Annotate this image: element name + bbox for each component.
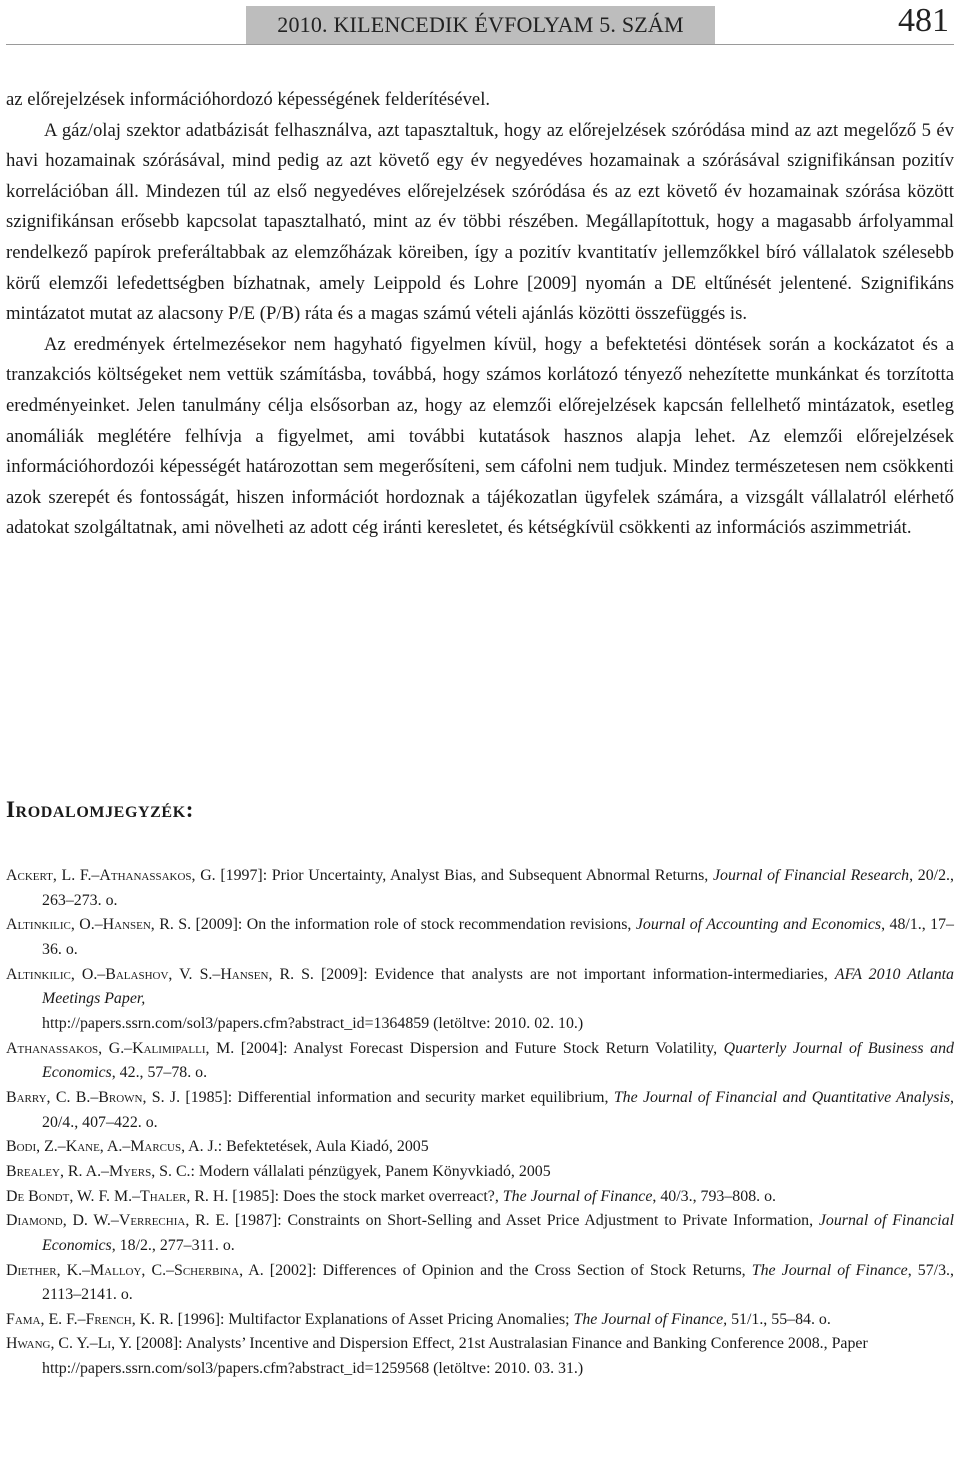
references-heading: Irodalomjegyzék: bbox=[6, 797, 194, 822]
reference-source: Journal of Financial Economics bbox=[42, 1212, 954, 1254]
reference-pages: , 20/2., 263–273. o. bbox=[42, 867, 954, 909]
reference-details: : Befektetések, Aula Kiadó, 2005 bbox=[217, 1138, 429, 1156]
reference-item bbox=[6, 1135, 954, 1160]
reference-details: [1996]: Multifactor Explanations of Asset Pricing Anomalies; bbox=[173, 1310, 574, 1328]
body-text bbox=[6, 85, 954, 544]
reference-item bbox=[6, 1160, 954, 1185]
reference-authors: Athanassakos, G.–Kalimipalli, M. bbox=[6, 1039, 235, 1057]
reference-pages: , 40/3., 793–808. o. bbox=[652, 1187, 777, 1205]
reference-authors: De Bondt, W. F. M.–Thaler, R. H. bbox=[6, 1187, 229, 1205]
reference-item bbox=[6, 1185, 954, 1210]
paragraph: az előrejelzések információhordozó képességének felderítésével. bbox=[6, 89, 491, 110]
reference-authors: Bodi, Z.–Kane, A.–Marcus, A. J. bbox=[6, 1138, 218, 1156]
reference-authors: Altinkilic, O.–Hansen, R. S. bbox=[6, 916, 192, 934]
reference-details: [1985]: Differential information and security market equilibrium, bbox=[180, 1088, 614, 1106]
reference-source: The Journal of Finance bbox=[751, 1261, 908, 1279]
reference-source: AFA 2010 Atlanta Meetings Paper, bbox=[42, 965, 955, 1008]
reference-authors: Ackert, L. F.–Athanassakos, G. bbox=[6, 867, 216, 884]
reference-item bbox=[6, 1086, 954, 1135]
reference-url[interactable]: http://papers.ssrn.com/sol3/papers.cfm?abstract_id=1259568 (letöltve: 2010. 03. 31.) bbox=[42, 1360, 584, 1378]
reference-authors: Hwang, C. Y.–Li, Y. bbox=[6, 1335, 132, 1353]
header-divider bbox=[6, 44, 954, 45]
reference-details: [2008]: Analysts’ Incentive and Dispersion Effect, 21st Australasian Finance and Banking Conference 2008., Paper bbox=[131, 1335, 868, 1353]
reference-details: [2004]: Analyst Forecast Dispersion and Future Stock Return Volatility, bbox=[234, 1039, 724, 1057]
reference-details: [1997]: Prior Uncertainty, Analyst Bias, and Subsequent Abnormal Returns, bbox=[215, 867, 713, 884]
reference-pages: , 48/1., 17–36. o. bbox=[42, 916, 955, 958]
reference-list bbox=[6, 864, 954, 1382]
reference-pages: 51/1., 55–84. o. bbox=[727, 1310, 831, 1328]
journal-issue: 2010. KILENCEDIK ÉVFOLYAM 5. SZÁM bbox=[277, 12, 684, 37]
reference-pages: , 20/4., 407–422. o. bbox=[42, 1088, 955, 1131]
reference-source: The Journal of Finance, bbox=[573, 1310, 728, 1328]
reference-url[interactable]: http://papers.ssrn.com/sol3/papers.cfm?abstract_id=1364859 (letöltve: 2010. 02. 10.) bbox=[42, 1014, 584, 1032]
running-header bbox=[246, 6, 715, 44]
reference-authors: Diether, K.–Malloy, C.–Scherbina, A. bbox=[6, 1261, 264, 1279]
reference-details: [1987]: Constraints on Short-Selling and Asset Price Adjustment to Private Information, bbox=[229, 1212, 819, 1230]
reference-source: The Journal of Financial and Quantitative Analysis bbox=[613, 1088, 951, 1106]
reference-item bbox=[6, 963, 954, 1037]
reference-details: [1985]: Does the stock market overreact?, bbox=[228, 1187, 503, 1205]
reference-item bbox=[6, 1308, 954, 1333]
reference-details: : Modern vállalati pénzügyek, Panem Könyvkiadó, 2005 bbox=[190, 1162, 551, 1180]
reference-pages: , 42., 57–78. o. bbox=[111, 1064, 208, 1082]
reference-source: Journal of Accounting and Economics bbox=[635, 916, 882, 934]
reference-authors: Fama, E. F.–French, K. R. bbox=[6, 1310, 174, 1328]
reference-item bbox=[6, 913, 954, 962]
reference-pages: , 18/2., 277–311. o. bbox=[111, 1236, 235, 1254]
reference-item bbox=[6, 864, 954, 913]
reference-source: Quarterly Journal of Business and Economics bbox=[42, 1039, 954, 1082]
reference-source: The Journal of Finance bbox=[502, 1187, 653, 1205]
reference-authors: Brealey, R. A.–Myers, S. C. bbox=[6, 1162, 191, 1180]
reference-details: [2009]: On the information role of stock recommendation revisions, bbox=[191, 916, 636, 934]
reference-authors: Barry, C. B.–Brown, S. J. bbox=[6, 1088, 181, 1106]
reference-item bbox=[6, 1259, 954, 1308]
reference-source: Journal of Financial Research bbox=[712, 867, 910, 884]
reference-item bbox=[6, 1037, 954, 1086]
reference-authors: Diamond, D. W.–Verrechia, R. E. bbox=[6, 1212, 230, 1230]
reference-details: [2009]: Evidence that analysts are not important information-intermediaries, bbox=[313, 965, 835, 983]
reference-item bbox=[6, 1332, 954, 1381]
reference-authors: Altinkilic, O.–Balashov, V. S.–Hansen, R. S. bbox=[6, 965, 314, 983]
paragraph: Az eredmények értelmezésekor nem hagyható figyelmen kívül, hogy a befektetési döntések során a kockázatot és a tranzakciós költségeket nem vettük számításba, továbbá, hogy számos korlátozó tényező nehezítette munkánkat és torzította eredményeinket. Jelen tanulmány célja elsősorban az, hogy az elemzői előrejelzések kapcsán fellelhető mintázatok, esetleg anomáliák meglétére felhívja a figyelmet, ami további kutatások hasznos alapja lehet. Az elemzői előrejelzések információhordozói képességét határozottan sem megerősíteni, sem cáfolni nem tudjuk. Mindez természetesen nem csökkenti azok szerepét és fontosságát, hiszen információt hordoznak a tájékozatlan ügyfelek számára, a vizsgált vállalatról elérhető adatokat szolgáltatnak, ami növelheti az adott cég iránti keresletet, és kétségkívül csökkenti az információs aszimmetriát. bbox=[6, 333, 954, 539]
page-number: 481 bbox=[898, 2, 949, 39]
paragraph: A gáz/olaj szektor adatbázisát felhasználva, azt tapasztaltuk, hogy az előrejelzések szóródása mind az azt megelőző 5 év havi hozamainak szórásával, mind pedig az azt követő egy év negyedéves hozamainak a szórásával szignifikánsan pozitív korrelációban áll. Mindezen túl az első negyedéves előrejelzések szóródása és az ezt követő év hozamainak szórása között szignifikánsan erősebb kapcsolat tapasztalható, mint az év többi részében. Megállapítottuk, hogy a magasabb árfolyammal rendelkező papírok preferáltabbak az elemzőházak köreiben, így a pozitív kvantitatív jellemzőkkel bíró vállalatok szélesebb körű elemzői lefedettségben bízhatnak, amely Leippold és Lohre [2009] nyomán a DE eltűnését jelentené. Szignifikáns mintázatot mutat az alacsony P/E (P/B) ráta és a magas számú vételi ajánlás közötti összefüggés is. bbox=[6, 119, 954, 325]
reference-pages: , 57/3., 2113–2141. o. bbox=[42, 1261, 954, 1304]
reference-details: [2002]: Differences of Opinion and the Cross Section of Stock Returns, bbox=[263, 1261, 752, 1279]
reference-item bbox=[6, 1209, 954, 1258]
